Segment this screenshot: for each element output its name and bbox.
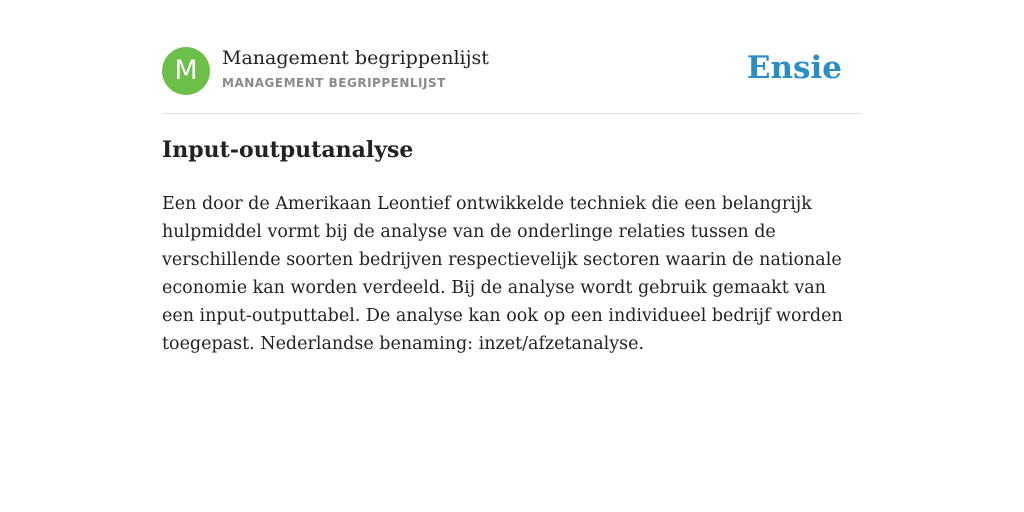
source-title-link[interactable]: Management begrippenlijst xyxy=(222,47,489,69)
ensie-logo[interactable]: Ensie xyxy=(746,50,842,86)
definition-text: Een door de Amerikaan Leontief ontwikkelde techniek die een belangrijk hulpmiddel vormt bij de analyse van de onderlinge relaties tussen de verschillende soorten bedrijven respectievelijk sectoren waarin de nationale economie kan worden verdeeld. Bij de analyse wordt gebruik gemaakt van een input-outputtabel. De analyse kan ook op een individueel bedrijf worden toegepast. Nederlandse benaming: inzet/afzetanalyse. xyxy=(162,194,843,354)
header xyxy=(162,47,862,95)
divider xyxy=(162,113,862,114)
page-title: Input-outputanalyse xyxy=(162,137,414,163)
avatar[interactable]: M xyxy=(162,47,210,95)
source-subtitle: MANAGEMENT BEGRIPPENLIJST xyxy=(222,76,446,90)
